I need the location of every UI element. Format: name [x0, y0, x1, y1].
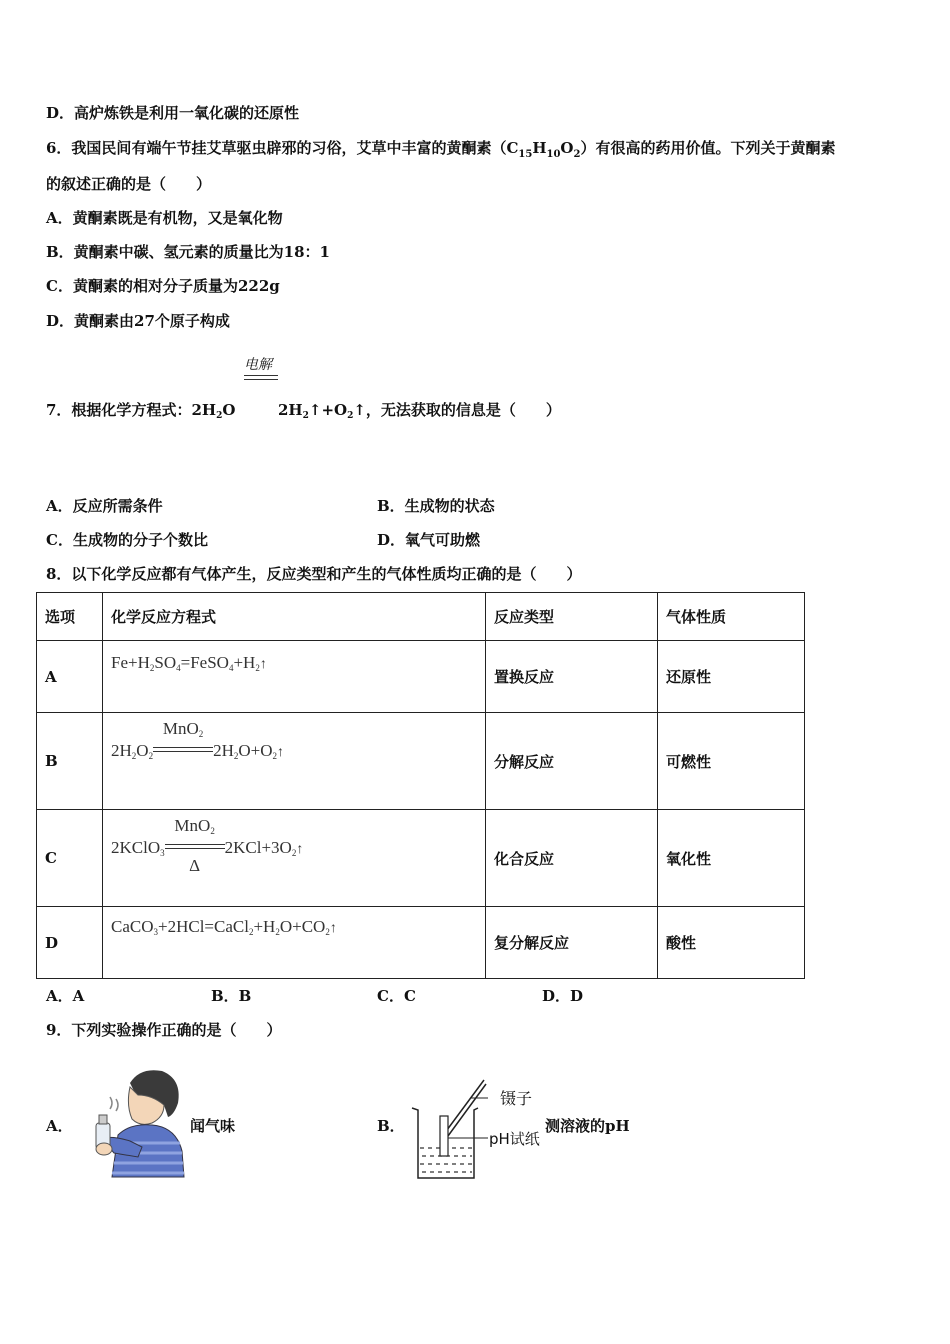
eq-sub: 2	[272, 751, 277, 761]
q7-sub: 2	[347, 411, 354, 421]
eq-sub: 2	[131, 751, 137, 761]
q8-stem: 8．以下化学反应都有气体产生，反应类型和产生的气体性质均正确的是（ ）	[46, 565, 582, 583]
tweezers-label: 镊子	[500, 1089, 533, 1108]
beaker-ph-test-illustration	[408, 1072, 488, 1184]
q7-stem-part: 7．根据化学方程式：2H	[46, 401, 217, 419]
q7-stem-part: ↑，无法获取的信息是（ ）	[353, 401, 561, 419]
eq-sub: 2	[149, 663, 155, 673]
row-gas-property: 可燃性	[658, 713, 805, 810]
header-reaction-type: 反应类型	[486, 593, 658, 641]
row-equation	[103, 641, 486, 713]
table-header-row	[37, 593, 805, 641]
eq-part: O+CO	[279, 917, 326, 936]
row-gas-property: 还原性	[658, 641, 805, 713]
eq-part: SO	[154, 653, 177, 672]
q7-reactant-o: O	[222, 401, 236, 419]
q7-option-b: B．生成物的状态	[377, 497, 495, 515]
catalyst-equals	[165, 816, 225, 875]
eq-part: 2H	[111, 741, 132, 760]
eq-part: 2H	[213, 741, 234, 760]
eq-sub: 2	[210, 826, 215, 836]
q6-formula-sub: 15	[518, 149, 533, 160]
q6-stem	[46, 137, 835, 160]
row-option: A	[37, 641, 103, 713]
row-equation	[103, 810, 486, 907]
row-option: C	[37, 810, 103, 907]
q7-option-d: D．氧气可助燃	[377, 531, 481, 549]
eq-sub: 3	[153, 927, 158, 937]
equation-d	[111, 917, 337, 936]
q9-stem: 9．下列实验操作正确的是（ ）	[46, 1021, 282, 1039]
equation-b	[111, 719, 284, 761]
eq-part: O+O	[238, 741, 273, 760]
q9-option-b-letter: B．	[377, 1117, 405, 1135]
row-option: B	[37, 713, 103, 810]
eq-part: =FeSO	[180, 653, 229, 672]
eq-part: +H	[233, 653, 256, 672]
q6-option-d: D．黄酮素由27个原子构成	[46, 312, 230, 330]
row-reaction-type: 置换反应	[486, 641, 658, 713]
q9-option-a-text: 闻气味	[190, 1117, 236, 1135]
q7-sub: 2	[302, 411, 309, 421]
row-reaction-type: 化合反应	[486, 810, 658, 907]
eq-sub: 2	[255, 663, 260, 673]
q8-option-d: D．D	[542, 987, 584, 1005]
row-option: D	[37, 907, 103, 979]
eq-part: Fe+H	[111, 653, 150, 672]
eq-sub: 4	[176, 663, 181, 673]
table-row	[37, 907, 805, 979]
row-gas-property: 氧化性	[658, 810, 805, 907]
eq-sub: 2	[148, 751, 154, 761]
eq-part: 2KCl+3O	[224, 838, 292, 857]
eq-part: CaCO	[111, 917, 154, 936]
equation-c	[111, 816, 304, 875]
eq-sub: 3	[160, 848, 165, 858]
table-row	[37, 641, 805, 713]
eq-sub: 2	[291, 848, 297, 858]
gas-arrow-icon: ↑	[329, 921, 337, 936]
q6-stem-continued: 的叙述正确的是（ ）	[46, 175, 212, 193]
equation-a	[111, 653, 267, 672]
eq-sub: 4	[228, 663, 234, 673]
eq-part: O	[136, 741, 149, 760]
catalyst-equals	[153, 719, 213, 761]
q7-sub: 2	[216, 411, 223, 421]
gas-arrow-icon: ↑	[296, 842, 304, 857]
catalyst-label	[165, 816, 225, 836]
q6-formula-sub: 2	[573, 149, 581, 160]
eq-sub: 2	[248, 927, 254, 937]
table-row	[37, 713, 805, 810]
eq-part: +2HCl=CaCl	[158, 917, 249, 936]
q6-option-c: C．黄酮素的相对分子质量为222g	[46, 277, 280, 295]
table-row	[37, 810, 805, 907]
eq-part: 2KClO	[111, 838, 161, 857]
eq-part: +H	[253, 917, 276, 936]
q8-option-a: A．A	[46, 987, 85, 1005]
q6-stem-part: ）有很高的药用价值。下列关于黄酮素	[580, 139, 836, 157]
q7-condition: 电解	[244, 357, 272, 373]
q7-option-c: C．生成物的分子个数比	[46, 531, 208, 549]
double-line	[153, 747, 213, 752]
gas-arrow-icon: ↑	[259, 657, 267, 672]
q6-option-a: A．黄酮素既是有机物，又是氧化物	[46, 209, 283, 227]
q9-option-b-text: 测溶液的pH	[545, 1117, 630, 1135]
q8-table	[36, 592, 805, 979]
header-gas-property: 气体性质	[658, 593, 805, 641]
q7-option-a: A．反应所需条件	[46, 497, 163, 515]
row-reaction-type: 分解反应	[486, 713, 658, 810]
q6-formula-h: H	[532, 139, 547, 157]
q6-option-b: B．黄酮素中碳、氢元素的质量比为18：1	[46, 243, 330, 261]
eq-sub: 2	[233, 751, 239, 761]
double-line	[165, 844, 225, 849]
row-gas-property: 酸性	[658, 907, 805, 979]
q7-equals-sign	[244, 375, 278, 380]
eq-part: MnO	[162, 719, 199, 738]
header-option: 选项	[37, 593, 103, 641]
row-reaction-type: 复分解反应	[486, 907, 658, 979]
q8-option-b: B．B	[211, 987, 252, 1005]
eq-sub: 2	[198, 729, 204, 739]
q6-stem-part: 6．我国民间有端午节挂艾草驱虫辟邪的习俗，艾草中丰富的黄酮素（C	[46, 139, 519, 157]
gas-arrow-icon: ↑	[277, 745, 284, 760]
ph-paper-label: pH试纸	[489, 1130, 540, 1148]
q9-option-a-letter: A．	[46, 1117, 73, 1135]
eq-part: MnO	[174, 816, 211, 835]
person-smelling-illustration	[90, 1065, 190, 1183]
q7-product: ↑+O	[308, 401, 348, 419]
q5-option-d: D．高炉炼铁是利用一氧化碳的还原性	[46, 104, 300, 122]
q6-formula-sub: 10	[546, 149, 561, 160]
header-equation: 化学反应方程式	[103, 593, 486, 641]
q7-stem-products	[278, 399, 561, 421]
row-equation	[103, 713, 486, 810]
q6-formula-o: O	[560, 139, 574, 157]
row-equation	[103, 907, 486, 979]
q7-product: 2H	[278, 401, 303, 419]
heat-symbol: Δ	[189, 856, 201, 875]
q8-option-c: C．C	[377, 987, 416, 1005]
catalyst-label	[153, 719, 213, 739]
q7-stem	[46, 399, 235, 421]
eq-sub: 2	[325, 927, 330, 937]
eq-sub: 2	[275, 927, 280, 937]
